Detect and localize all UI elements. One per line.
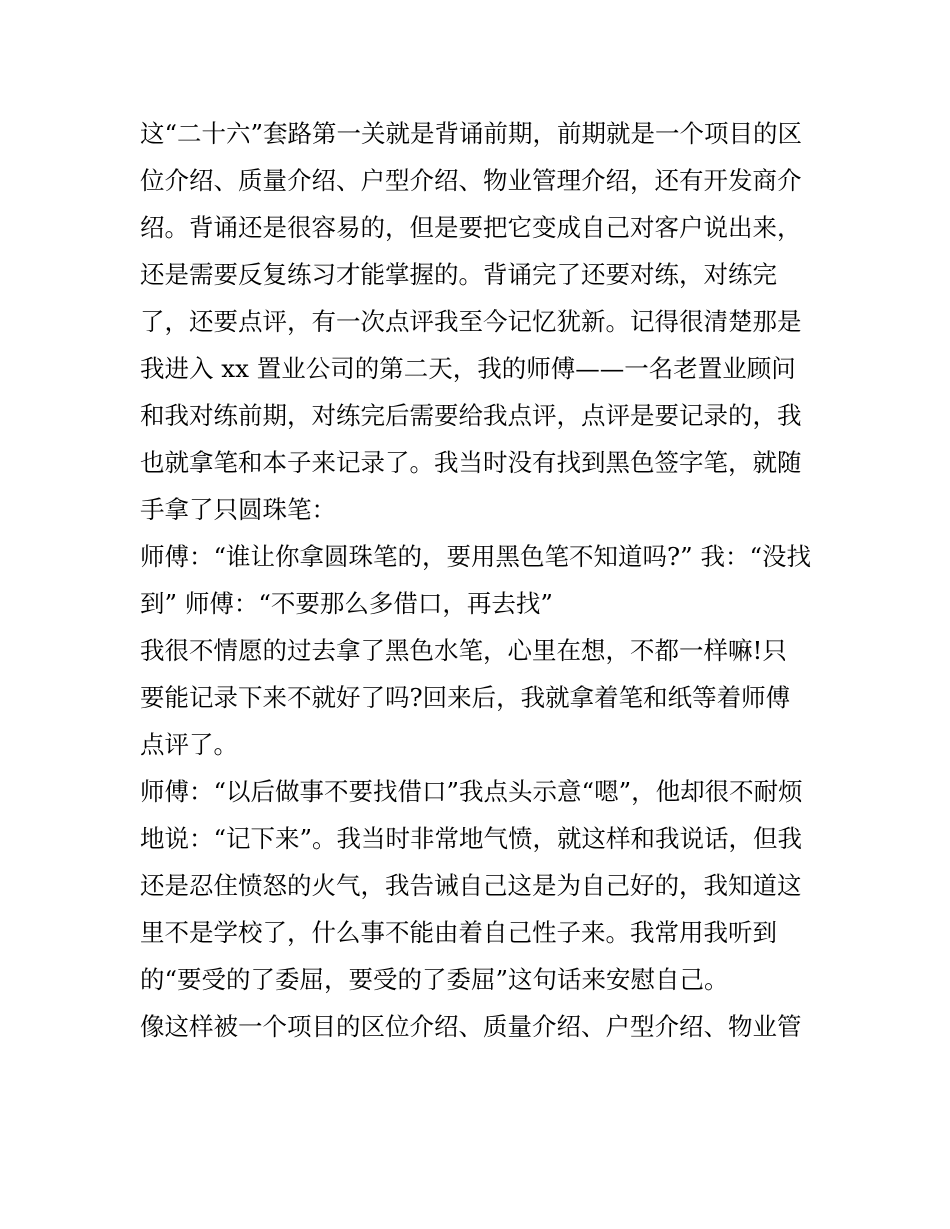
text-line: 绍。背诵还是很容易的，但是要把它变成自己对客户说出来， bbox=[140, 213, 802, 242]
text-line: 了，还要点评，有一次点评我至今记忆犹新。记得很清楚那是 bbox=[140, 307, 802, 336]
text-line: 师傅：“谁让你拿圆珠笔的，要用黑色笔不知道吗?” 我：“没找 bbox=[140, 542, 811, 571]
text-line: 还是需要反复练习才能掌握的。背诵完了还要对练，对练完 bbox=[140, 260, 777, 289]
text-line: 到” 师傅：“不要那么多借口，再去找” bbox=[140, 589, 553, 618]
text-line: 还是忍住愤怒的火气，我告诫自己这是为自己好的，我知道这 bbox=[140, 871, 802, 900]
text-line: 的“要受的了委屈，要受的了委屈”这句话来安慰自己。 bbox=[140, 965, 729, 994]
text-line: 也就拿笔和本子来记录了。我当时没有找到黑色签字笔，就随 bbox=[140, 448, 802, 477]
text-line: 我很不情愿的过去拿了黑色水笔，心里在想，不都一样嘛!只 bbox=[140, 636, 787, 665]
text-line: 地说：“记下来”。我当时非常地气愤，就这样和我说话，但我 bbox=[140, 824, 803, 853]
text-line: 手拿了只圆珠笔： bbox=[140, 495, 336, 524]
text-line: 位介绍、质量介绍、户型介绍、物业管理介绍，还有开发商介 bbox=[140, 166, 802, 195]
text-line: 要能记录下来不就好了吗?回来后，我就拿着笔和纸等着师傅 bbox=[140, 683, 791, 712]
body-text bbox=[140, 110, 820, 1050]
text-line: 里不是学校了，什么事不能由着自己性子来。我常用我听到 bbox=[140, 918, 777, 947]
text-line: 这“二十六”套路第一关就是背诵前期，前期就是一个项目的区 bbox=[140, 119, 803, 148]
text-line: 像这样被一个项目的区位介绍、质量介绍、户型介绍、物业管 bbox=[140, 1012, 802, 1041]
text-line: 我进入 xx 置业公司的第二天，我的师傅——一名老置业顾问 bbox=[140, 354, 796, 383]
text-line: 师傅：“以后做事不要找借口”我点头示意“嗯”，他却很不耐烦 bbox=[140, 777, 803, 806]
text-line: 点评了。 bbox=[140, 730, 238, 759]
text-line: 和我对练前期，对练完后需要给我点评，点评是要记录的，我 bbox=[140, 401, 802, 430]
